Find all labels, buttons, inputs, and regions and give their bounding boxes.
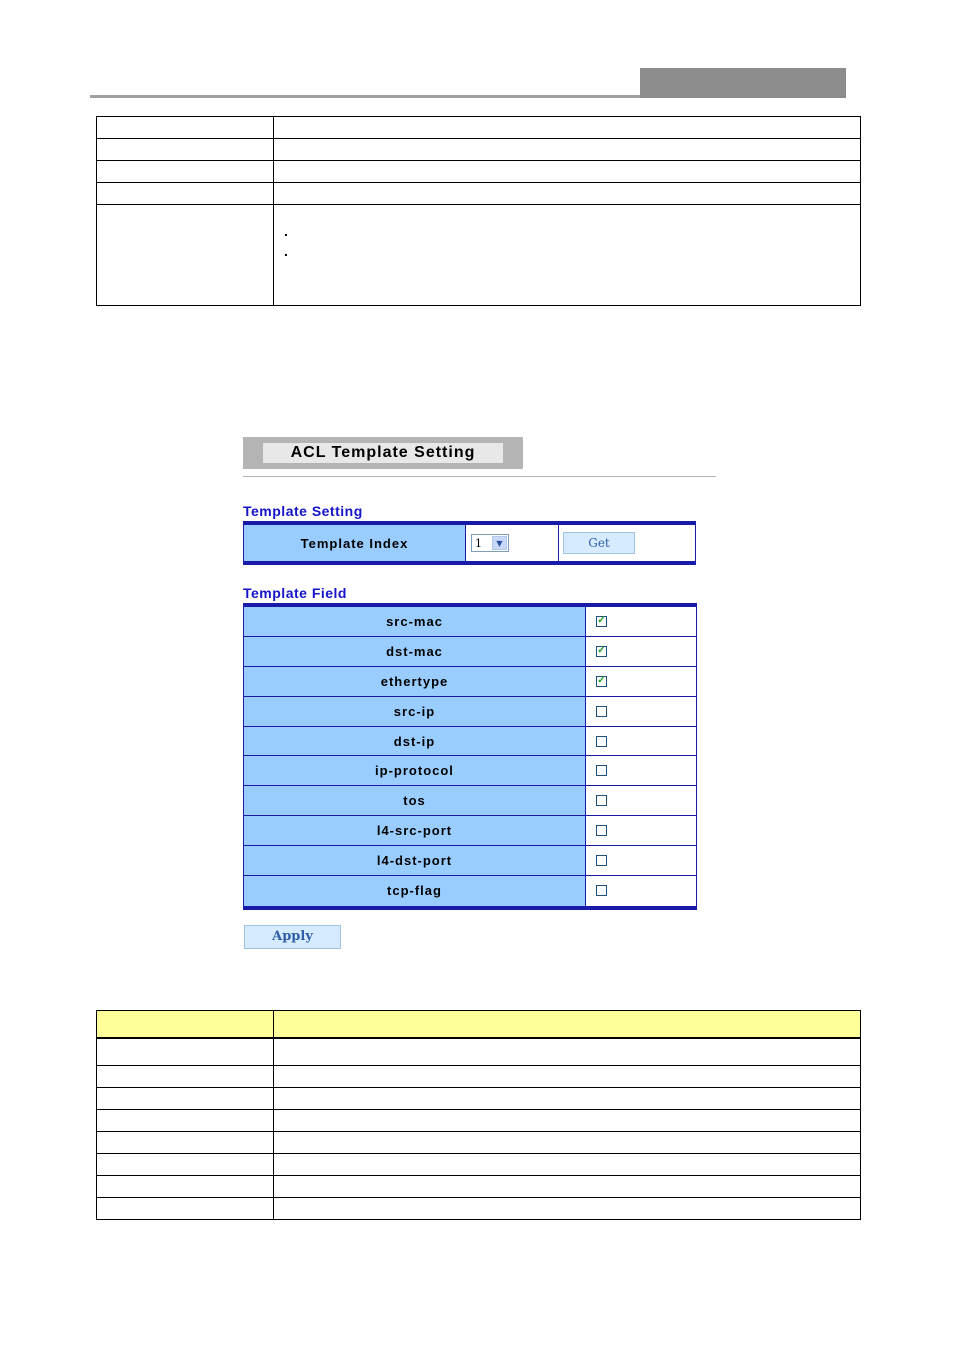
field-label: l4-src-port xyxy=(244,816,586,845)
table-row xyxy=(97,161,861,183)
field-row-src-ip xyxy=(244,697,696,727)
table-row xyxy=(97,1176,861,1198)
field-checkbox-dst-mac[interactable] xyxy=(596,646,607,657)
template-index-label: Template Index xyxy=(244,525,466,561)
chevron-down-icon[interactable]: ▼ xyxy=(492,536,507,550)
field-row-tos xyxy=(244,786,696,816)
field-label: dst-mac xyxy=(244,637,586,666)
template-field-table xyxy=(243,603,697,910)
field-row-src-mac xyxy=(244,607,696,637)
table-header-row xyxy=(97,1011,861,1039)
bottom-description-table xyxy=(96,1010,861,1220)
panel-divider xyxy=(243,476,716,477)
table-row xyxy=(97,1088,861,1110)
table-row xyxy=(97,183,861,205)
list-item: . xyxy=(284,243,288,259)
checkmark-icon: ✓ xyxy=(597,615,606,627)
table-row xyxy=(97,205,861,306)
field-label: src-mac xyxy=(244,607,586,636)
table-row xyxy=(97,1110,861,1132)
field-check-cell xyxy=(586,667,696,696)
field-checkbox-src-ip[interactable] xyxy=(596,706,607,717)
template-setting-title: Template Setting xyxy=(243,503,363,519)
field-label: src-ip xyxy=(244,697,586,726)
field-row-l4-dst-port xyxy=(244,846,696,876)
field-checkbox-tcp-flag[interactable] xyxy=(596,885,607,896)
bullet-list xyxy=(282,205,852,261)
acl-panel-title xyxy=(243,437,523,469)
page-title: ACL Template Setting xyxy=(263,443,503,463)
table-row xyxy=(97,139,861,161)
field-label: tcp-flag xyxy=(244,876,586,906)
table-row xyxy=(97,1038,861,1066)
field-row-dst-ip xyxy=(244,727,696,757)
field-checkbox-dst-ip[interactable] xyxy=(596,736,607,747)
table-row xyxy=(97,1154,861,1176)
table-row xyxy=(97,117,861,139)
field-label: ethertype xyxy=(244,667,586,696)
field-checkbox-tos[interactable] xyxy=(596,795,607,806)
template-index-select[interactable] xyxy=(471,534,509,552)
field-check-cell xyxy=(586,637,696,666)
template-index-value: 1 xyxy=(475,536,482,550)
header-rule xyxy=(90,95,640,98)
template-field-title: Template Field xyxy=(243,585,347,601)
field-check-cell xyxy=(586,607,696,636)
field-label: dst-ip xyxy=(244,727,586,756)
field-label: l4-dst-port xyxy=(244,846,586,875)
field-check-cell xyxy=(586,876,696,906)
field-check-cell xyxy=(586,816,696,845)
template-index-cell xyxy=(466,525,559,561)
field-label: tos xyxy=(244,786,586,815)
table-row xyxy=(97,1066,861,1088)
list-item: . xyxy=(284,223,288,239)
get-button-cell xyxy=(559,525,695,561)
get-button[interactable]: Get xyxy=(563,532,635,554)
field-row-ethertype xyxy=(244,667,696,697)
field-checkbox-l4-src-port[interactable] xyxy=(596,825,607,836)
apply-button[interactable]: Apply xyxy=(244,925,341,949)
field-checkbox-src-mac[interactable] xyxy=(596,616,607,627)
top-description-table xyxy=(96,116,861,306)
checkmark-icon: ✓ xyxy=(597,675,606,687)
field-row-tcp-flag xyxy=(244,876,696,906)
field-check-cell xyxy=(586,697,696,726)
field-row-dst-mac xyxy=(244,637,696,667)
field-check-cell xyxy=(586,846,696,875)
field-check-cell xyxy=(586,786,696,815)
template-setting-table xyxy=(243,521,696,565)
field-check-cell xyxy=(586,727,696,756)
header-block xyxy=(640,68,846,98)
field-checkbox-ip-protocol[interactable] xyxy=(596,765,607,776)
field-label: ip-protocol xyxy=(244,756,586,785)
checkmark-icon: ✓ xyxy=(597,645,606,657)
table-row xyxy=(97,1132,861,1154)
field-checkbox-l4-dst-port[interactable] xyxy=(596,855,607,866)
field-checkbox-ethertype[interactable] xyxy=(596,676,607,687)
field-check-cell xyxy=(586,756,696,785)
field-row-l4-src-port xyxy=(244,816,696,846)
table-row xyxy=(97,1198,861,1220)
field-row-ip-protocol xyxy=(244,756,696,786)
